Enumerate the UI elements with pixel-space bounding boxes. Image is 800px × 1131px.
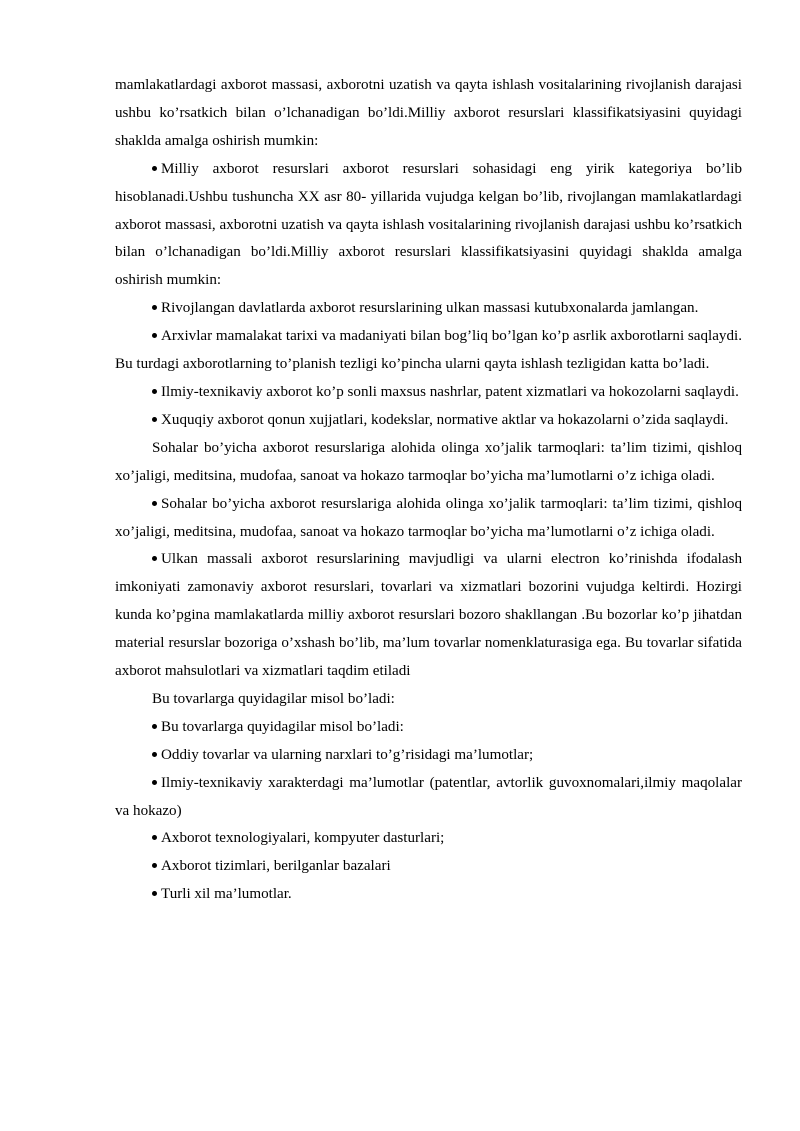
paragraph-text: Arxivlar mamalakat tarixi va madaniyati bilan bog’liq bo’lgan ko’p asrlik axborotlarni saqlaydi. Bu turdagi axborotlarning to’planish tezligi ko’pincha ularni qayta ishlash tezligidan katta bo’ladi. [115, 328, 742, 373]
bullet-paragraph [115, 491, 742, 547]
bullet-paragraph [115, 156, 742, 296]
paragraph-text: Axborot texnologiyalari, kompyuter dasturlari; [161, 830, 445, 847]
paragraph-text: Xuquqiy axborot qonun xujjatlari, kodekslar, normative aktlar va hokazolarni o’zida saqlaydi. [161, 411, 729, 428]
paragraph-text: Ilmiy-texnikaviy axborot ko’p sonli maxsus nashrlar, patent xizmatlari va hokozolarni saqlaydi. [161, 383, 739, 400]
bullet-icon [152, 389, 157, 394]
bullet-icon [152, 752, 157, 757]
bullet-paragraph [115, 770, 742, 826]
paragraph [115, 435, 742, 491]
bullet-icon [152, 556, 157, 561]
bullet-paragraph [115, 881, 742, 909]
bullet-icon [152, 333, 157, 338]
bullet-icon [152, 780, 157, 785]
paragraph-text: mamlakatlardagi axborot massasi, axborotni uzatish va qayta ishlash vositalarining rivojlanish darajasi ushbu ko’rsatkich bilan o’lchanadigan bo’ldi.Milliy axborot resurslari klassifikatsiyasini quyidagi shaklda amalga oshirish mumkin: [115, 77, 742, 149]
bullet-icon [152, 863, 157, 868]
bullet-paragraph [115, 379, 742, 407]
paragraph-text: Milliy axborot resurslari axborot resurslari sohasidagi eng yirik kategoriya bo’lib hisoblanadi.Ushbu tushuncha XX asr 80- yillarida vujudga kelgan bo’lib, rivojlangan mamlakatlardagi axborot massasi, axborotni uzatish va qayta ishlash vositalarining rivojlanish darajasi ushbu ko’rsatkich bilan o’lchanadigan bo’ldi.Milliy axborot resurslari klassifikatsiyasini quyidagi shaklda amalga oshirish mumkin: [115, 160, 742, 289]
paragraph-text: Ulkan massali axborot resurslarining mavjudligi va ularni electron ko’rinishda ifodalash imkoniyati zamonaviy axborot resurslari, tovarlari va xizmatlari bozorini vujudga keltirdi. Hozirgi kunda ko’pgina mamlakatlarda milliy axborot resurslari bozoro shakllangan .Bu bozorlar ko’p jihatdan material resurslar bozoriga o’xshash bo’lib, ma’lum tovarlar nomenklaturasiga ega. Bu tovarlar sifatida axborot mahsulotlari va xizmatlari taqdim etiladi [115, 551, 742, 680]
document-page [115, 72, 742, 909]
bullet-icon [152, 724, 157, 729]
bullet-paragraph [115, 714, 742, 742]
bullet-paragraph [115, 295, 742, 323]
bullet-paragraph [115, 742, 742, 770]
bullet-icon [152, 417, 157, 422]
bullet-paragraph [115, 323, 742, 379]
bullet-paragraph [115, 546, 742, 686]
bullet-paragraph [115, 407, 742, 435]
paragraph-text: Axborot tizimlari, berilganlar bazalari [161, 858, 391, 875]
bullet-icon [152, 891, 157, 896]
bullet-paragraph [115, 853, 742, 881]
paragraph-text: Rivojlangan davlatlarda axborot resurslarining ulkan massasi kutubxonalarda jamlangan. [161, 300, 699, 317]
paragraph [115, 686, 742, 714]
bullet-paragraph [115, 825, 742, 853]
bullet-icon [152, 166, 157, 171]
bullet-icon [152, 305, 157, 310]
paragraph-text: Oddiy tovarlar va ularning narxlari to’g’risidagi ma’lumotlar; [161, 746, 534, 763]
bullet-icon [152, 501, 157, 506]
paragraph-text: Bu tovarlarga quyidagilar misol bo’ladi: [152, 690, 395, 707]
paragraph-text: Turli xil ma’lumotlar. [161, 886, 292, 903]
paragraph [115, 72, 742, 156]
paragraph-text: Sohalar bo’yicha axborot resurslariga alohida olinga xo’jalik tarmoqlari: ta’lim tizimi, qishloq xo’jaligi, meditsina, mudofaa, sanoat va hokazo tarmoqlar bo’yicha ma’lumotlarni o’z ichiga oladi. [115, 439, 742, 484]
paragraph-text: Ilmiy-texnikaviy xarakterdagi ma’lumotlar (patentlar, avtorlik guvoxnomalari,ilmiy maqolalar va hokazo) [115, 774, 742, 819]
paragraph-text: Bu tovarlarga quyidagilar misol bo’ladi: [161, 718, 404, 735]
paragraph-text: Sohalar bo’yicha axborot resurslariga alohida olinga xo’jalik tarmoqlari: ta’lim tizimi, qishloq xo’jaligi, meditsina, mudofaa, sanoat va hokazo tarmoqlar bo’yicha ma’lumotlarni o’z ichiga oladi. [115, 495, 742, 540]
bullet-icon [152, 835, 157, 840]
